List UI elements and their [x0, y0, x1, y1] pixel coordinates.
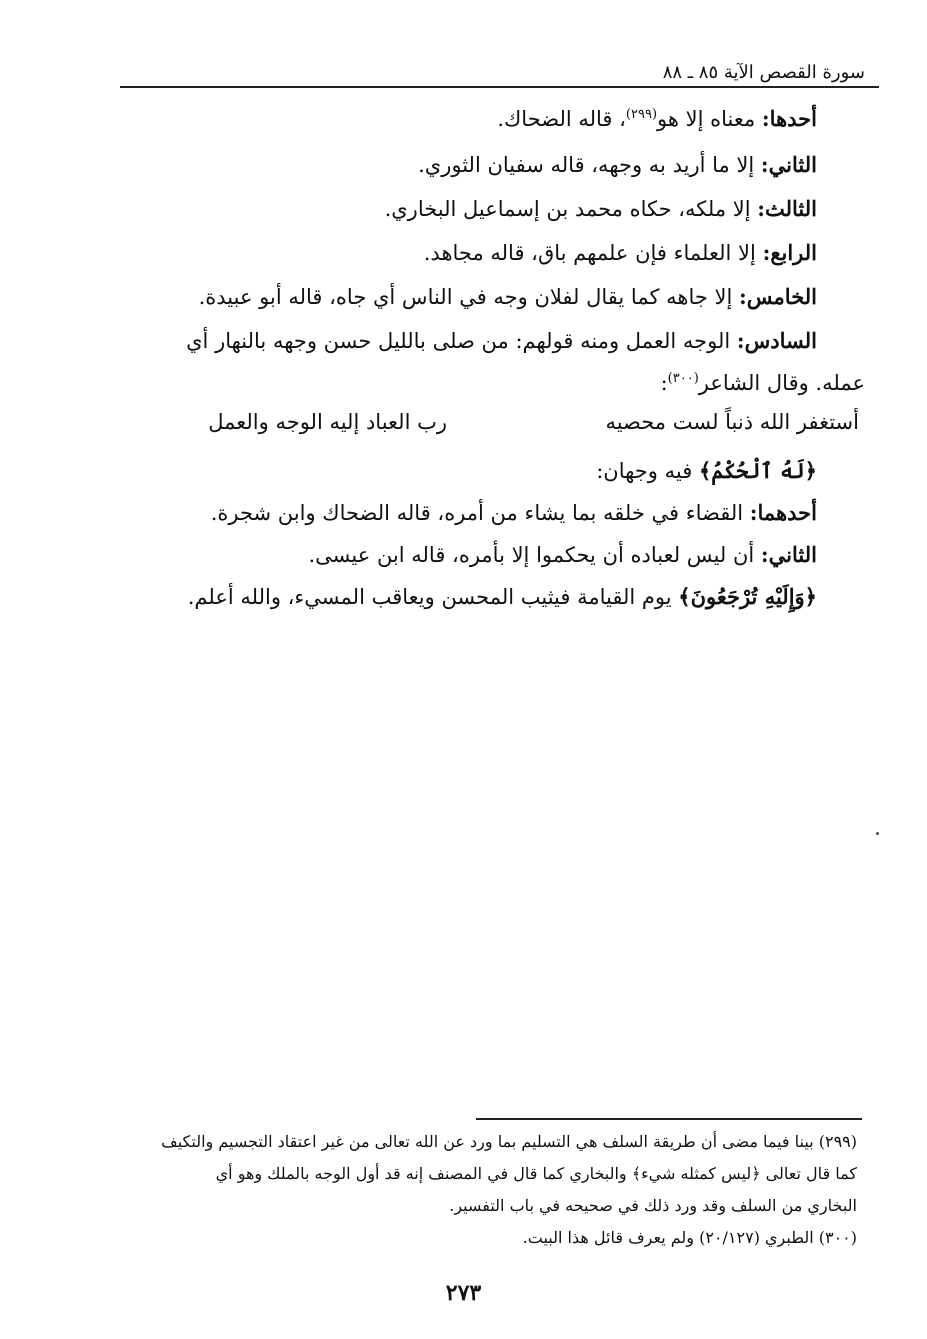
line-text: فيه وجهان: [596, 459, 693, 483]
line-text: إلا ما أريد به وجهه، قاله سفيان الثوري. [418, 153, 755, 177]
quran-quote: ﴿لَهُ ٱلْحُكْمُ﴾ [698, 458, 817, 483]
page-number: ٢٧٣ [445, 1280, 482, 1306]
footnote-line-2: كما قال تعالى ﴿ليس كمثله شيء﴾ والبخاري كما قال في المصنف إنه قد أول الوجه بالملك وهو أي [215, 1164, 857, 1183]
line-text: إلا ملكه، حكاه محمد بن إسماعيل البخاري. [384, 197, 751, 221]
footnote-line-1: (٢٩٩) بينا فيما مضى أن طريقة السلف هي التسليم بما ورد عن الله تعالى من غير اعتقاد التجسيم والتكيف [161, 1132, 857, 1151]
line-text: عمله. وقال الشاعر [698, 371, 865, 395]
quran-quote: ﴿وَإِلَيْهِ تُرْجَعُونَ﴾ [678, 584, 817, 609]
footnote-line-3: البخاري من السلف وقد ورد ذلك في صحيحه في باب التفسير. [449, 1196, 857, 1215]
line-text-after: : [660, 371, 668, 395]
line-text-after: ، قاله الضحاك. [497, 107, 626, 131]
quran-line-3 [308, 540, 817, 570]
footnote-ref-300[interactable]: (٣٠٠) [667, 371, 699, 386]
verse-hemistich-right: أستغفر الله ذنباً لست محصيه [605, 410, 859, 434]
footnote-rule [476, 1118, 862, 1120]
header-rule [120, 86, 879, 88]
verse-hemistich-left: رب العباد إليه الوجه والعمل [208, 410, 447, 434]
line-text: أن ليس لعباده أن يحكموا إلا بأمره، قاله ابن عيسى. [308, 543, 755, 567]
text-line-1 [497, 104, 817, 134]
line-label: الثالث: [757, 196, 817, 221]
line-text: الوجه العمل ومنه قولهم: من صلى بالليل حسن وجهه بالنهار أي [186, 329, 731, 353]
footnote-ref-299[interactable]: (٢٩٩) [625, 107, 658, 122]
scan-speck [876, 832, 879, 835]
line-label: الثاني: [760, 152, 817, 177]
line-label: أحدها: [761, 106, 817, 131]
footnote-line-4: (٣٠٠) الطبري (٢٠/١٢٧) ولم يعرف قائل هذا البيت. [522, 1228, 857, 1247]
line-text: إلا جاهه كما يقال لفلان وجه في الناس أي جاه، قاله أبو عبيدة. [198, 285, 733, 309]
line-text: يوم القيامة فيثيب المحسن ويعاقب المسيء، والله أعلم. [187, 585, 672, 609]
quran-line-1 [596, 456, 817, 486]
line-text: القضاء في خلقه بما يشاء من أمره، قاله الضحاك وابن شجرة. [210, 501, 744, 525]
line-text: معناه إلا هو [657, 107, 756, 131]
line-label: أحدهما: [749, 500, 817, 525]
line-label: الخامس: [739, 284, 817, 309]
quran-line-2 [211, 498, 817, 528]
text-line-3 [385, 194, 817, 224]
line-label: الرابع: [762, 240, 817, 265]
text-line-7 [661, 368, 865, 398]
text-line-6 [186, 326, 817, 356]
text-line-5 [199, 282, 817, 312]
quran-line-4 [188, 582, 817, 612]
text-line-4 [424, 238, 817, 268]
line-label: الثاني: [760, 542, 817, 567]
text-line-2 [418, 150, 817, 180]
line-label: السادس: [736, 328, 817, 353]
running-head: سورة القصص الآية ٨٥ ـ ٨٨ [662, 62, 865, 83]
line-text: إلا العلماء فإن علمهم باق، قاله مجاهد. [423, 241, 756, 265]
